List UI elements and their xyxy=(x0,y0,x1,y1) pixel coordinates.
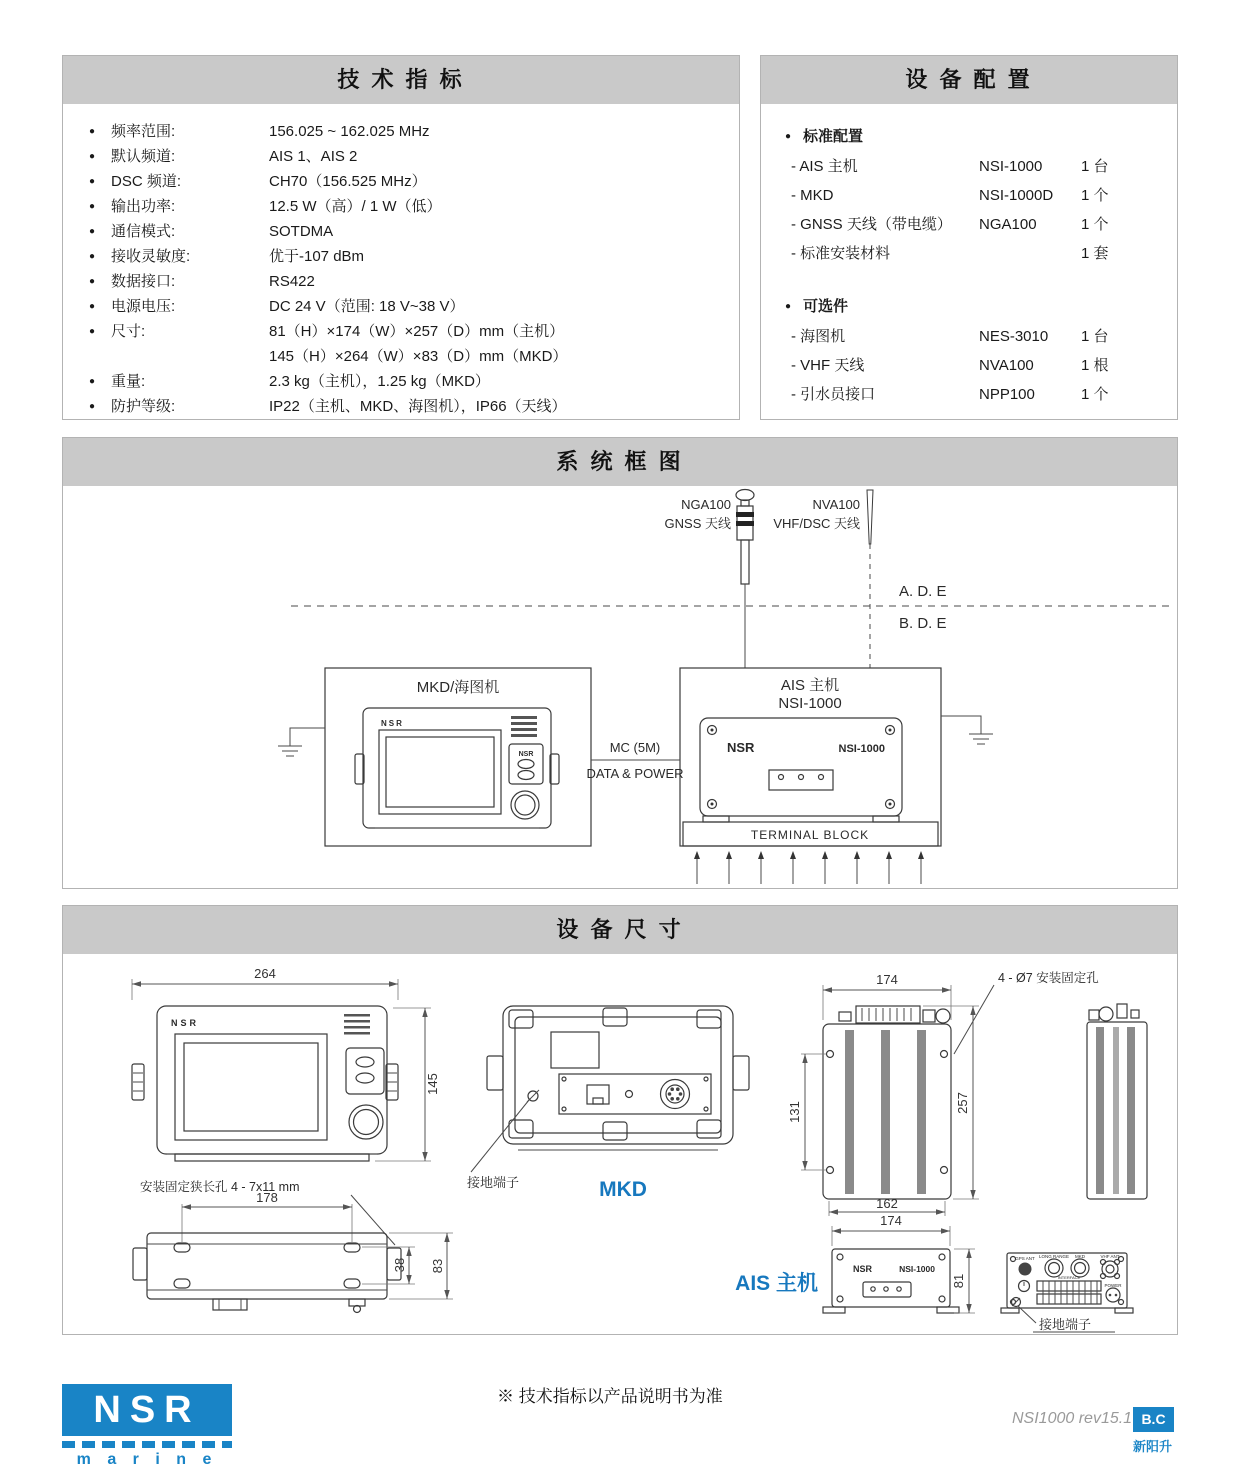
config-item: - 标准安装材料 1 套 xyxy=(791,245,1109,262)
dimensions-body xyxy=(63,954,1177,1334)
mkd-slot-label: 安装固定狭长孔 4 - 7x11 mm xyxy=(140,1180,300,1194)
ais-rear-view xyxy=(1001,1253,1133,1332)
spec-value: 2.3 kg（主机），1.25 kg（MKD） xyxy=(269,373,490,390)
bullet-icon: ● xyxy=(89,201,96,212)
spec-value: 156.025 ~ 162.025 MHz xyxy=(269,123,430,140)
config-item: - AIS 主机 NSI-1000 1 台 xyxy=(791,158,1109,175)
ais-model-label: NSI-1000 xyxy=(899,1264,935,1274)
rear-label-gps: GPS ANT xyxy=(1015,1256,1035,1261)
ground-symbol-left xyxy=(278,728,325,756)
spec-value: AIS 1、AIS 2 xyxy=(269,148,358,165)
spec-label: 通信模式: xyxy=(111,223,176,240)
nsr-logo xyxy=(62,1384,232,1469)
ais-front-height-dim: 81 xyxy=(951,1273,966,1289)
vhf-antenna-label: NVA100 xyxy=(812,497,860,512)
spec-value: 81（H）×174（W）×257（D）mm（主机） xyxy=(269,323,565,340)
nsr-logo-box: NSR xyxy=(62,1384,232,1436)
spec-row xyxy=(63,369,739,394)
ade-label: A. D. E xyxy=(899,583,947,600)
spec-row xyxy=(63,219,739,244)
config-item: - 引水员接口 NPP100 1 个 xyxy=(791,386,1109,403)
mkd-bottom-height-dim: 83 xyxy=(430,1258,445,1274)
spec-row xyxy=(63,319,739,344)
mkd-block xyxy=(325,668,591,846)
spec-row xyxy=(63,144,739,169)
spec-value: 12.5 W（高）/ 1 W（低） xyxy=(269,198,442,215)
vhf-antenna-label2: VHF/DSC 天线 xyxy=(773,516,860,531)
bullet-icon: ● xyxy=(89,376,96,387)
config-group-heading: ● 标准配置 xyxy=(761,122,1177,152)
spec-row-continuation xyxy=(63,344,739,369)
config-title: 设 备 配 置 xyxy=(761,56,1177,104)
config-item: - MKD NSI-1000D 1 个 xyxy=(791,187,1109,204)
rear-label-longrange: LONG RANGE xyxy=(1038,1254,1070,1259)
disclaimer-note: ※ 技术指标以产品说明书为准 xyxy=(497,1387,723,1406)
spec-row xyxy=(63,294,739,319)
ais-ground-label: 接地端子 xyxy=(1039,1317,1092,1332)
bullet-icon: ● xyxy=(785,301,792,312)
nsr-logo-dashes xyxy=(62,1441,232,1448)
vhf-antenna-icon xyxy=(867,490,873,668)
cable-label2: DATA & POWER xyxy=(586,766,684,781)
slot-leader-line xyxy=(351,1195,395,1245)
config-body xyxy=(761,104,1177,409)
mkd-height-dim: 145 xyxy=(425,1073,440,1095)
ais-block-model: NSI-1000 xyxy=(778,695,842,712)
rear-label-power: POWER xyxy=(1104,1283,1122,1288)
specs-panel xyxy=(62,55,740,420)
gnss-antenna-label2: GNSS 天线 xyxy=(664,516,731,531)
bullet-icon: ● xyxy=(89,151,96,162)
ais-right-dim: 257 xyxy=(955,1092,970,1114)
ais-top-view xyxy=(787,970,1099,1216)
diagram-title: 系 统 框 图 xyxy=(63,438,1177,486)
ais-block-title: AIS 主机 xyxy=(780,677,840,694)
config-item: - GNSS 天线（带电缆） NGA100 1 个 xyxy=(791,216,1109,233)
spec-label: 防护等级: xyxy=(111,398,176,415)
bullet-icon: ● xyxy=(89,276,96,287)
ais-side-view xyxy=(1087,1004,1147,1199)
bullet-icon: ● xyxy=(89,326,96,337)
spec-row xyxy=(63,119,739,144)
bullet-icon: ● xyxy=(785,131,792,142)
spec-label: 尺寸: xyxy=(111,323,146,340)
rear-label-mkd: MKD xyxy=(1075,1254,1085,1259)
spec-row xyxy=(63,244,739,269)
config-item: - 海图机 NES-3010 1 台 xyxy=(791,328,1109,345)
spec-value: RS422 xyxy=(269,273,315,290)
dimensions-panel xyxy=(62,905,1178,1335)
spec-value: SOTDMA xyxy=(269,223,334,240)
bullet-icon: ● xyxy=(89,126,96,137)
bde-label: B. D. E xyxy=(899,615,947,632)
specs-body xyxy=(63,104,739,419)
revision-label: NSI1000 rev15.1 xyxy=(1012,1410,1133,1427)
spec-row xyxy=(63,194,739,219)
system-diagram-panel xyxy=(62,437,1178,889)
spec-label: 重量: xyxy=(111,373,146,390)
ais-front-width-dim: 174 xyxy=(880,1213,902,1228)
svg-text:NSR: NSR xyxy=(727,740,755,755)
bullet-icon: ● xyxy=(89,401,96,412)
gnss-antenna-label: NGA100 xyxy=(681,497,731,512)
config-panel xyxy=(760,55,1178,420)
dimensions-drawing xyxy=(63,954,1177,1334)
config-item: - VHF 天线 NVA100 1 根 xyxy=(791,357,1109,374)
mkd-ground-label: 接地端子 xyxy=(467,1175,520,1190)
spec-value: CH70（156.525 MHz） xyxy=(269,173,427,190)
svg-text:NSR: NSR xyxy=(518,751,534,758)
spec-value: 145（H）×264（W）×83（D）mm（MKD） xyxy=(269,348,568,365)
ais-bottom-dim: 162 xyxy=(876,1196,898,1211)
terminal-block-label: TERMINAL BLOCK xyxy=(750,828,870,842)
spec-label: 默认频道: xyxy=(111,148,176,165)
ais-hole-label: 4 - Ø7 安装固定孔 xyxy=(998,971,1099,985)
rear-label-vhf: VHF ANT xyxy=(1100,1254,1120,1259)
cable-label: MC (5M) xyxy=(609,740,661,755)
spec-row xyxy=(63,394,739,419)
bullet-icon: ● xyxy=(89,251,96,262)
spec-row xyxy=(63,269,739,294)
mkd-caption: MKD xyxy=(599,1178,647,1201)
footer xyxy=(0,1380,1240,1480)
terminal-arrows xyxy=(697,852,921,884)
spec-label: DSC 频道: xyxy=(111,173,182,190)
spec-value: 优于-107 dBm xyxy=(269,248,365,265)
ais-caption: AIS 主机 xyxy=(735,1272,818,1295)
ais-top-width-dim: 174 xyxy=(876,972,898,987)
rear-label-interface: INTERFACE xyxy=(1057,1275,1081,1280)
mkd-device-drawing xyxy=(355,708,559,828)
spec-label: 数据接口: xyxy=(111,273,176,290)
config-group-heading: ● 可选件 xyxy=(761,292,1177,322)
nsr-logo-subtitle: m a r i n e xyxy=(76,1451,218,1468)
mkd-brand-label: NSR xyxy=(171,1018,200,1028)
svg-text:NSI-1000: NSI-1000 xyxy=(838,743,885,755)
system-diagram xyxy=(63,486,1177,888)
dimensions-title: 设 备 尺 寸 xyxy=(63,906,1177,954)
ais-brand-label: NSR xyxy=(853,1264,873,1274)
svg-text:NSR: NSR xyxy=(381,719,404,728)
spec-value: DC 24 V（范围: 18 V~38 V） xyxy=(269,298,465,315)
ais-front-view xyxy=(735,1213,975,1313)
bullet-icon: ● xyxy=(89,301,96,312)
mkd-bottom-width-dim: 178 xyxy=(256,1190,278,1205)
gnss-antenna-icon xyxy=(736,490,754,669)
ais-block xyxy=(680,668,941,846)
mkd-block-title: MKD/海图机 xyxy=(416,679,500,696)
spec-label: 电源电压: xyxy=(111,298,176,315)
bullet-icon: ● xyxy=(89,226,96,237)
bc-badge: B.C xyxy=(1133,1407,1174,1432)
mkd-front-view xyxy=(132,966,440,1161)
company-name: 新阳升 xyxy=(1133,1439,1173,1454)
spec-label: 频率范围: xyxy=(111,123,176,140)
diagram-body xyxy=(63,486,1177,888)
hole-leader-line xyxy=(954,985,994,1054)
ais-left-dim: 131 xyxy=(787,1101,802,1123)
spec-row xyxy=(63,169,739,194)
ais-device-drawing xyxy=(700,718,902,822)
specs-title: 技 术 指 标 xyxy=(63,56,739,104)
spec-label: 接收灵敏度: xyxy=(111,248,191,265)
bullet-icon: ● xyxy=(89,176,96,187)
mkd-hole-gap-dim: 38 xyxy=(392,1257,407,1273)
mkd-rear-view xyxy=(467,1006,749,1201)
spec-label: 输出功率: xyxy=(111,198,176,215)
mkd-width-dim: 264 xyxy=(254,966,276,981)
mkd-bottom-view xyxy=(133,1190,453,1313)
ground-symbol-right xyxy=(941,716,993,744)
spec-value: IP22（主机、MKD、海图机），IP66（天线） xyxy=(269,398,567,415)
